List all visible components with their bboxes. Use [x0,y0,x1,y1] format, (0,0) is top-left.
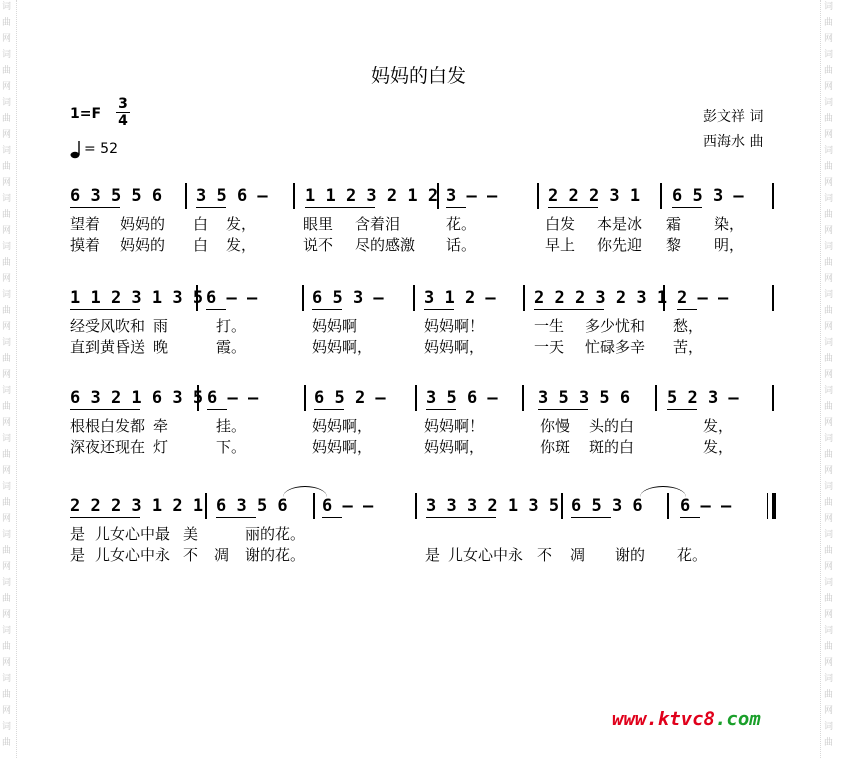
right-watermark-strip [822,0,838,758]
lyric-verse2: 忙碌多辛 [585,338,646,356]
website-watermark [612,708,761,730]
beam-underline [70,207,120,208]
watermark-char: 词 [824,626,834,636]
watermark-char: 曲 [824,354,834,364]
barline [772,385,774,411]
watermark-char: 词 [2,194,12,204]
lyric-verse1: 妈妈啊！ [424,417,485,435]
lyric-verse2: 晚 [153,338,169,356]
lyric-verse1: 含着泪 [355,215,401,233]
beam-underline [672,207,702,208]
quarter-note-icon [70,140,84,164]
lyric-verse2: 你先迎 [597,236,643,254]
beam-underline [680,517,700,518]
measure-notes: 2 2 2 3 1 [548,186,641,206]
beam-underline [426,409,456,410]
barline [772,285,774,311]
beam-underline [70,309,140,310]
tempo-marking: = 52 [84,141,118,157]
watermark-char: 词 [824,386,834,396]
watermark-char: 网 [2,322,12,332]
measure-notes: 6 5 3 – [672,186,744,206]
barline [185,183,187,209]
lyric-verse2: 不 [537,546,553,564]
watermark-char: 曲 [824,450,834,460]
lyric-verse2: 儿女心中永 [95,546,171,564]
beam-underline [70,409,140,410]
time-sig-top: 3 [118,96,128,112]
watermark-char: 曲 [2,642,12,652]
watermark-char: 词 [2,146,12,156]
lyric-verse1: 妈妈啊！ [424,317,485,335]
right-margin-line [820,0,821,758]
measure-notes: 6 5 2 – [314,388,386,408]
final-barline-thin [767,493,768,519]
lyric-verse2: 尽的感激 [355,236,416,254]
watermark-char: 曲 [2,594,12,604]
lyric-verse1: 发， [226,215,257,233]
watermark-char: 网 [824,658,834,668]
final-barline [772,493,776,519]
barline [537,183,539,209]
beam-underline [314,409,344,410]
watermark-char: 词 [2,578,12,588]
measure-notes: 3 – – [446,186,498,206]
watermark-char: 网 [824,418,834,428]
watermark-char: 词 [2,50,12,60]
barline [197,385,199,411]
barline [304,385,306,411]
barline [523,285,525,311]
tie-slur [640,486,686,497]
lyric-verse2: 明， [714,236,745,254]
watermark-char: 网 [824,706,834,716]
measure-notes: 6 – – [207,388,259,408]
lyric-verse2: 灯 [153,438,169,456]
watermark-char: 曲 [2,354,12,364]
lyric-verse1: 你慢 [540,417,571,435]
barline [655,385,657,411]
lyric-verse1: 发， [703,417,734,435]
beam-underline [424,309,454,310]
lyric-verse2: 早上 [545,236,576,254]
watermark-char: 网 [2,562,12,572]
lyric-verse1: 美 [183,525,199,543]
measure-notes: 1 1 2 3 1 3 5 [70,288,204,308]
watermark-char: 曲 [2,162,12,172]
watermark-char: 曲 [2,498,12,508]
lyric-verse2: 苦， [673,338,704,356]
watermark-char: 网 [824,34,834,44]
watermark-char: 曲 [2,738,12,748]
song-title: 妈妈的白发 [371,65,467,87]
watermark-char: 词 [2,98,12,108]
lyric-verse1: 白 [193,215,209,233]
beam-underline [305,207,375,208]
watermark-char: 曲 [824,642,834,652]
watermark-char: 曲 [2,18,12,28]
watermark-char: 网 [2,178,12,188]
watermark-char: 词 [2,530,12,540]
watermark-char: 曲 [824,66,834,76]
watermark-char: 网 [824,130,834,140]
lyric-verse2: 是 [425,546,441,564]
watermark-char: 词 [824,98,834,108]
lyric-verse2: 花。 [677,546,708,564]
lyric-verse1: 霜 [666,215,682,233]
watermark-char: 曲 [824,162,834,172]
watermark-char: 词 [824,674,834,684]
barline [561,493,563,519]
measure-notes: 6 – – [206,288,258,308]
measure-notes: 3 5 6 – [426,388,498,408]
beam-underline [667,409,697,410]
website-brand: ktvc8 [657,708,715,730]
watermark-char: 词 [824,194,834,204]
barline [437,183,439,209]
watermark-char: 曲 [824,594,834,604]
watermark-char: 曲 [2,450,12,460]
beam-underline [322,517,342,518]
lyric-verse1: 染， [714,215,745,233]
watermark-char: 网 [824,610,834,620]
watermark-char: 曲 [824,18,834,28]
watermark-char: 词 [824,290,834,300]
measure-notes: 3 5 3 5 6 [538,388,631,408]
watermark-char: 词 [2,290,12,300]
watermark-char: 词 [824,434,834,444]
watermark-char: 网 [2,610,12,620]
lyric-verse2: 白 [193,236,209,254]
watermark-char: 网 [824,274,834,284]
measure-notes: 6 – – [680,496,732,516]
lyric-verse2: 不 [183,546,199,564]
lyric-verse2: 凋 [214,546,230,564]
lyricist-credit: 彭文祥 词 [703,109,764,125]
lyric-verse2: 斑的白 [589,438,635,456]
measure-notes: 3 5 6 – [196,186,268,206]
lyric-verse2: 儿女心中永 [448,546,524,564]
watermark-char: 网 [2,130,12,140]
lyric-verse1: 望着 [70,215,101,233]
watermark-char: 网 [824,322,834,332]
watermark-char: 曲 [2,258,12,268]
lyric-verse1: 是 [70,525,86,543]
beam-underline [312,309,342,310]
lyric-verse1: 妈妈的 [120,215,166,233]
lyric-verse1: 花。 [446,215,477,233]
beam-underline [206,309,226,310]
watermark-char: 网 [2,370,12,380]
lyric-verse2: 说不 [303,236,334,254]
lyric-verse2: 发， [703,438,734,456]
measure-notes: 3 1 2 – [424,288,496,308]
watermark-char: 网 [824,514,834,524]
watermark-char: 网 [2,658,12,668]
barline [415,385,417,411]
lyric-verse1: 根根白发都 [70,417,146,435]
watermark-char: 网 [2,706,12,716]
lyric-verse2: 深夜还现在 [70,438,146,456]
website-prefix: www. [612,708,658,730]
barline [413,285,415,311]
lyric-verse1: 雨 [153,317,169,335]
beam-underline [70,517,140,518]
watermark-char: 词 [824,482,834,492]
lyric-verse2: 妈妈啊， [312,438,373,456]
lyric-verse2: 一天 [534,338,565,356]
watermark-char: 网 [824,82,834,92]
lyric-verse2: 直到黄昏送 [70,338,146,356]
measure-notes: 6 5 3 – [312,288,384,308]
lyric-verse2: 黎 [666,236,682,254]
beam-underline [534,309,604,310]
watermark-char: 词 [2,2,12,12]
watermark-char: 曲 [2,66,12,76]
time-sig-bottom: 4 [118,113,128,129]
watermark-char: 词 [824,242,834,252]
measure-notes: 2 2 2 3 1 2 1 [70,496,204,516]
watermark-char: 词 [2,242,12,252]
watermark-char: 曲 [2,306,12,316]
barline [663,285,665,311]
left-watermark-strip [0,0,16,758]
watermark-char: 曲 [824,402,834,412]
website-suffix: .com [714,708,761,730]
watermark-char: 词 [824,722,834,732]
measure-notes: 6 – – [322,496,374,516]
measure-notes: 3 3 3 2 1 3 5 [426,496,560,516]
watermark-char: 词 [824,50,834,60]
measure-notes: 5 2 3 – [667,388,739,408]
beam-underline [677,309,697,310]
watermark-char: 网 [2,274,12,284]
barline [415,493,417,519]
watermark-char: 曲 [824,546,834,556]
beam-underline [446,207,466,208]
measure-notes: 6 3 5 5 6 [70,186,163,206]
lyric-verse1: 经受风吹和 [70,317,146,335]
barline [660,183,662,209]
lyric-verse1: 愁， [673,317,704,335]
watermark-char: 词 [2,338,12,348]
watermark-char: 网 [824,466,834,476]
watermark-char: 曲 [824,306,834,316]
key-signature: 1=F [70,106,102,122]
watermark-char: 曲 [824,210,834,220]
watermark-char: 网 [824,370,834,380]
watermark-char: 词 [2,386,12,396]
measure-notes: 6 3 5 6 [216,496,288,516]
watermark-char: 网 [2,418,12,428]
watermark-char: 词 [824,338,834,348]
beam-underline [207,409,227,410]
lyric-verse1: 儿女心中最 [95,525,171,543]
measure-notes: 2 2 2 3 2 3 1 [534,288,668,308]
watermark-char: 网 [824,226,834,236]
watermark-char: 网 [824,178,834,188]
watermark-char: 曲 [824,498,834,508]
watermark-char: 词 [824,2,834,12]
lyric-verse2: 你斑 [540,438,571,456]
watermark-char: 网 [2,514,12,524]
watermark-char: 网 [824,562,834,572]
lyric-verse1: 牵 [153,417,169,435]
watermark-char: 曲 [2,546,12,556]
lyric-verse1: 打。 [216,317,247,335]
time-signature [116,97,130,128]
measure-notes: 6 3 2 1 6 3 5 [70,388,204,408]
barline [302,285,304,311]
beam-underline [216,517,256,518]
watermark-char: 词 [2,626,12,636]
lyric-verse2: 谢的花。 [245,546,306,564]
watermark-char: 词 [824,578,834,588]
watermark-char: 词 [2,674,12,684]
beam-underline [538,409,588,410]
watermark-char: 曲 [2,210,12,220]
watermark-char: 曲 [2,114,12,124]
watermark-char: 曲 [824,690,834,700]
beam-underline [548,207,598,208]
watermark-char: 词 [2,722,12,732]
left-margin-line [16,0,17,758]
lyric-verse2: 妈妈啊， [312,338,373,356]
barline [293,183,295,209]
lyric-verse2: 妈妈啊， [424,338,485,356]
barline [522,385,524,411]
lyric-verse1: 妈妈啊 [312,317,358,335]
watermark-char: 曲 [2,402,12,412]
lyric-verse2: 谢的 [615,546,646,564]
lyric-verse2: 摸着 [70,236,101,254]
watermark-char: 曲 [824,258,834,268]
lyric-verse2: 妈妈的 [120,236,166,254]
lyric-verse1: 眼里 [303,215,334,233]
lyric-verse2: 话。 [446,236,477,254]
beam-underline [196,207,226,208]
measure-notes: 2 – – [677,288,729,308]
watermark-char: 词 [2,434,12,444]
watermark-char: 网 [2,466,12,476]
watermark-char: 词 [2,482,12,492]
watermark-char: 曲 [2,690,12,700]
lyric-verse1: 多少忧和 [585,317,646,335]
lyric-verse2: 妈妈啊， [424,438,485,456]
measure-notes: 1 1 2 3 2 1 2 [305,186,439,206]
lyric-verse2: 凋 [570,546,586,564]
watermark-char: 网 [2,82,12,92]
lyric-verse1: 一生 [534,317,565,335]
watermark-char: 曲 [824,738,834,748]
lyric-verse1: 挂。 [216,417,247,435]
watermark-char: 词 [824,146,834,156]
beam-underline [571,517,611,518]
tie-slur [283,486,327,497]
watermark-char: 网 [2,34,12,44]
lyric-verse2: 是 [70,546,86,564]
lyric-verse1: 妈妈啊， [312,417,373,435]
watermark-char: 曲 [824,114,834,124]
lyric-verse1: 白发 [545,215,576,233]
watermark-char: 网 [2,226,12,236]
lyric-verse2: 发， [226,236,257,254]
lyric-verse1: 本是冰 [597,215,643,233]
barline [196,285,198,311]
composer-credit: 西海水 曲 [703,134,764,150]
lyric-verse2: 下。 [216,438,247,456]
measure-notes: 6 5 3 6 [571,496,643,516]
beam-underline [426,517,496,518]
watermark-char: 词 [824,530,834,540]
lyric-verse1: 丽的花。 [245,525,306,543]
barline [772,183,774,209]
lyric-verse2: 霞。 [216,338,247,356]
barline [205,493,207,519]
lyric-verse1: 头的白 [589,417,635,435]
